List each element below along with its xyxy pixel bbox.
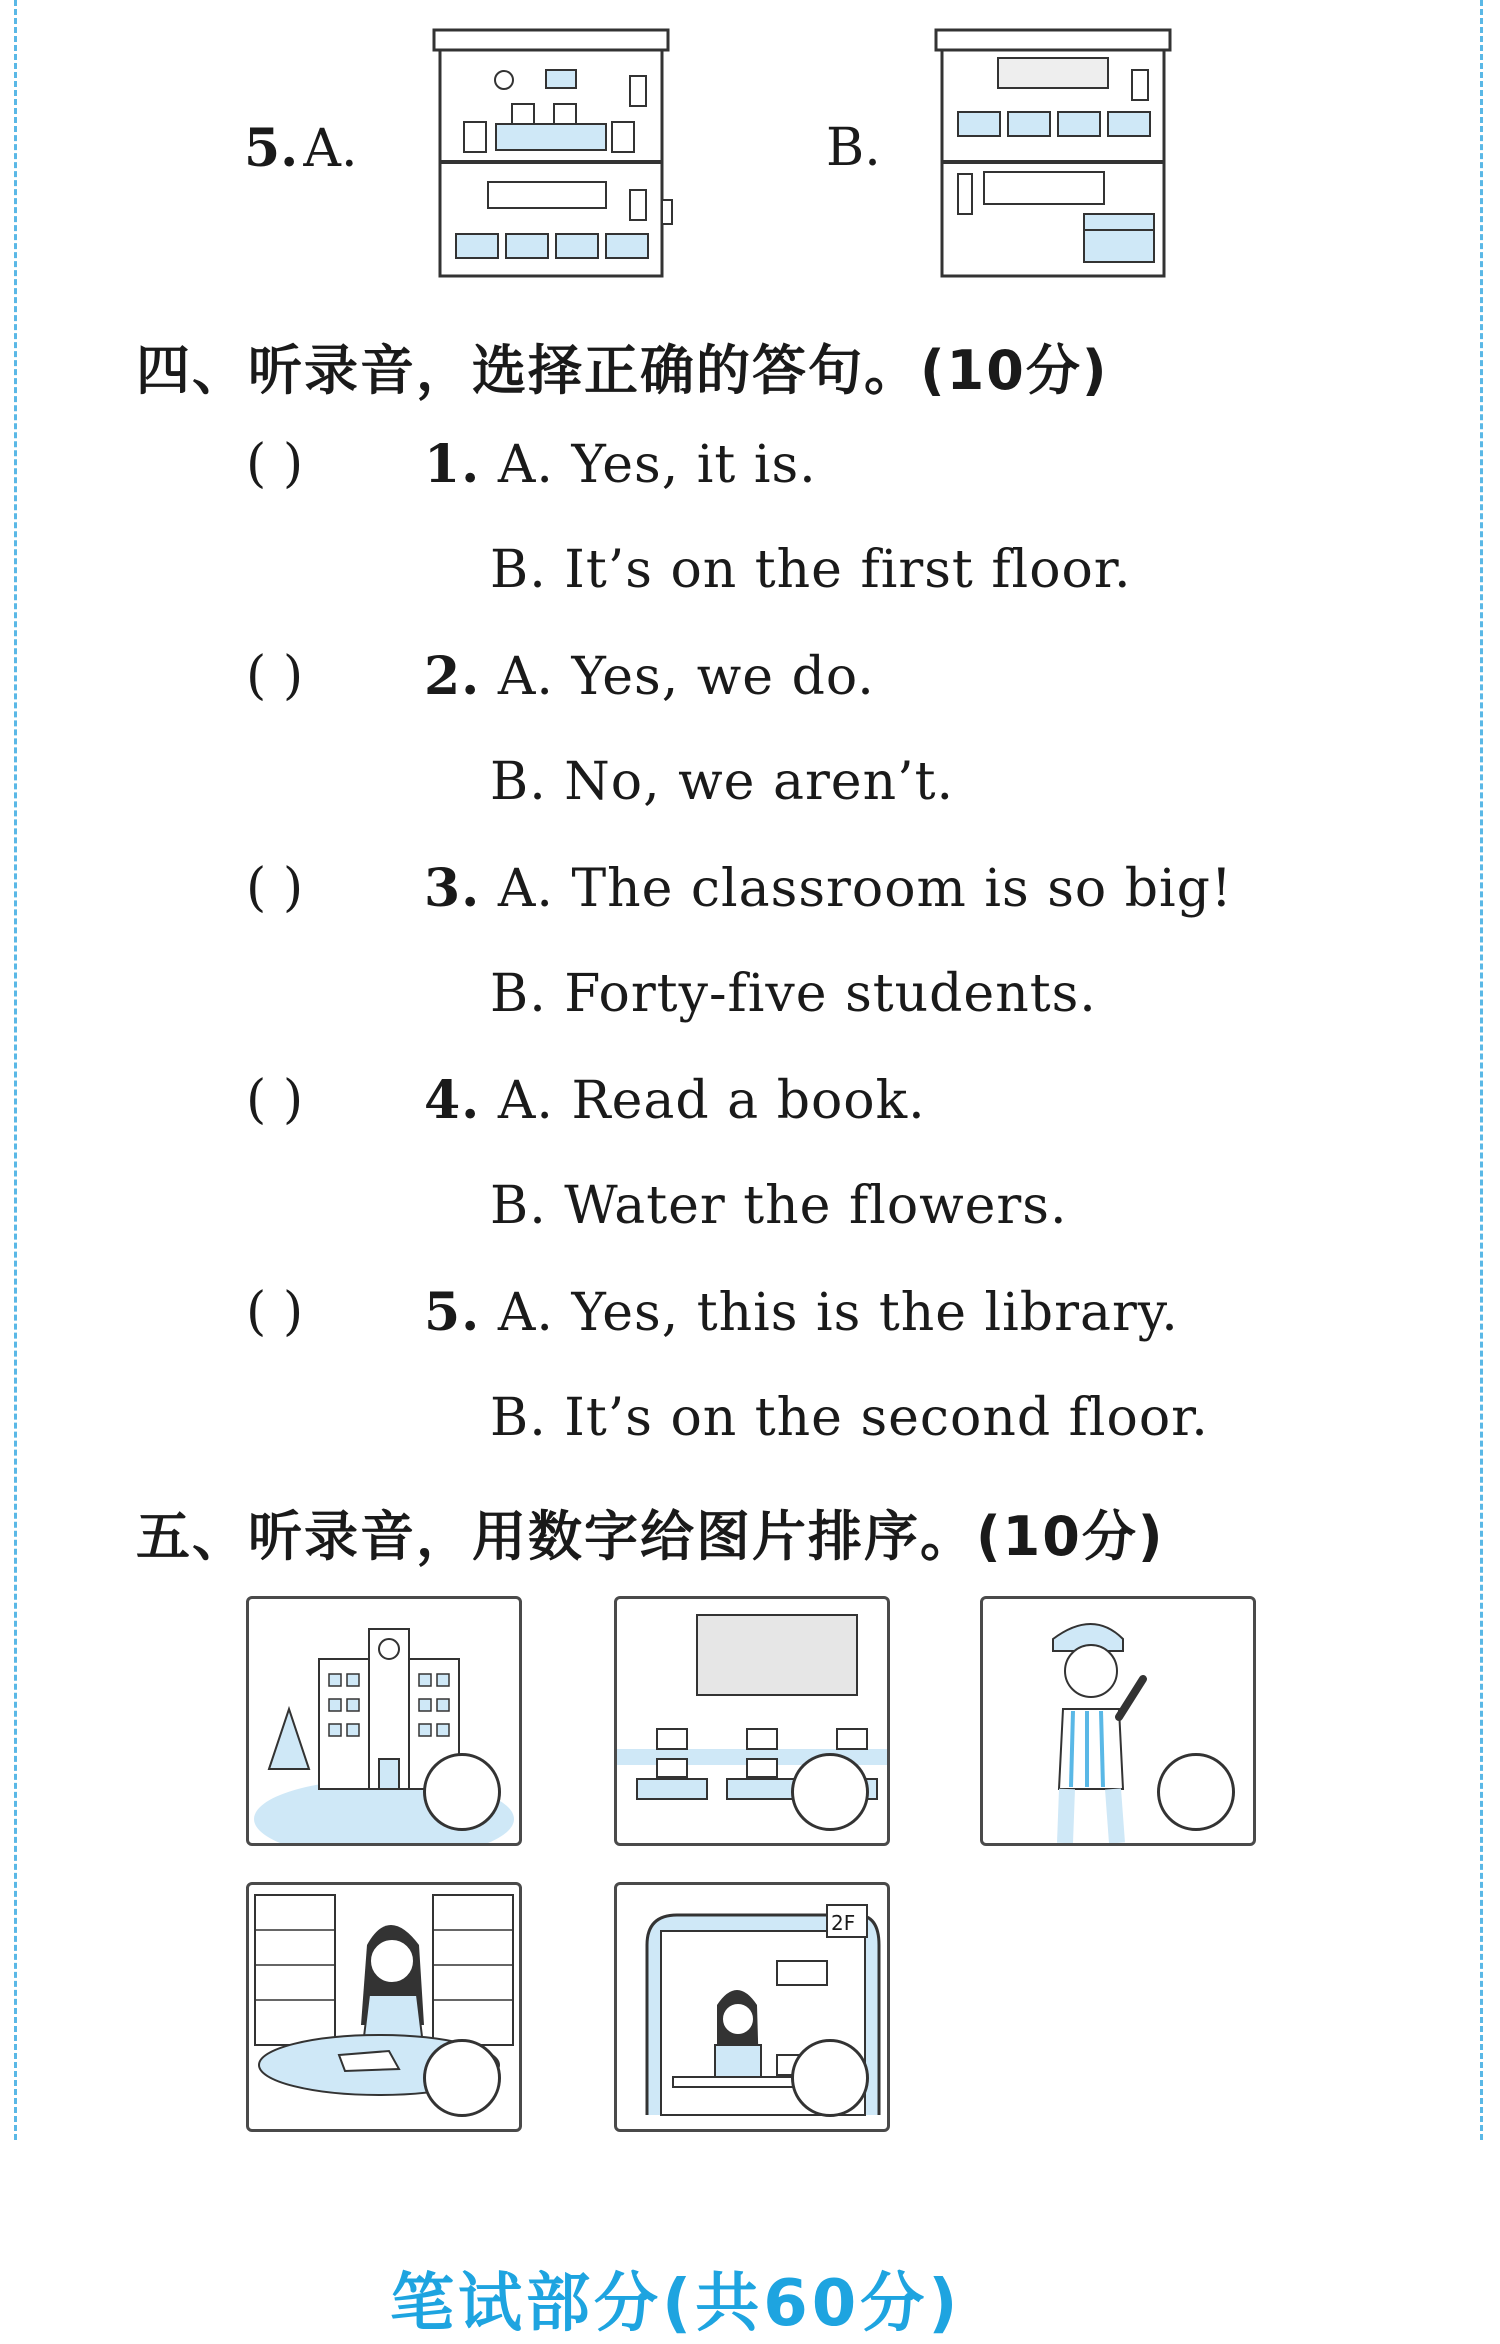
answer-blank-2[interactable]: ( )	[246, 646, 304, 706]
second-floor-sign: 2F	[831, 1911, 856, 1935]
school-building-picture	[246, 1596, 522, 1846]
item-1-option-a	[424, 434, 817, 495]
answer-circle-5[interactable]	[791, 2039, 869, 2117]
item-2-option-b: B. No, we aren’t.	[490, 752, 955, 812]
written-section-title: 笔试部分(共60分)	[390, 2267, 962, 2341]
left-dashed-border	[14, 0, 17, 2140]
section4-heading: 四、听录音，选择正确的答句。(10分)	[136, 339, 1109, 402]
answer-circle-2[interactable]	[791, 1753, 869, 1831]
item-2-number: 2.	[424, 646, 481, 707]
waving-boy-picture	[980, 1596, 1256, 1846]
answer-blank-3[interactable]: ( )	[246, 858, 304, 918]
item-4-option-b: B. Water the flowers.	[490, 1176, 1068, 1236]
item-5-a-text: A. Yes, this is the library.	[497, 1283, 1179, 1343]
item-4-option-a	[424, 1070, 926, 1131]
answer-blank-1[interactable]: ( )	[246, 434, 304, 494]
item-3-option-b: B. Forty-five students.	[490, 964, 1097, 1024]
answer-blank-4[interactable]: ( )	[246, 1070, 304, 1130]
q5-option-b	[826, 118, 881, 178]
answer-blank-5[interactable]: ( )	[246, 1282, 304, 1342]
library-girl-picture	[246, 1882, 522, 2132]
q5-label	[244, 118, 357, 179]
q5-option-b-label: B.	[826, 118, 881, 178]
item-5-number: 5.	[424, 1282, 481, 1343]
answer-circle-4[interactable]	[423, 2039, 501, 2117]
item-2-a-text: A. Yes, we do.	[497, 647, 875, 707]
item-5-option-b: B. It’s on the second floor.	[490, 1388, 1209, 1448]
q5-number: 5.	[244, 118, 299, 179]
right-dashed-border	[1480, 0, 1483, 2140]
item-4-a-text: A. Read a book.	[497, 1071, 926, 1131]
section5-heading: 五、听录音，用数字给图片排序。(10分)	[136, 1505, 1165, 1568]
second-floor-classroom-picture	[614, 1882, 890, 2132]
item-1-a-text: A. Yes, it is.	[497, 435, 817, 495]
item-5-option-a	[424, 1282, 1179, 1343]
computer-room-picture	[614, 1596, 890, 1846]
item-2-option-a	[424, 646, 875, 707]
option-a-building-image	[426, 24, 676, 280]
option-b-building-image	[934, 24, 1174, 280]
item-1-option-b: B. It’s on the first floor.	[490, 540, 1132, 600]
item-1-number: 1.	[424, 434, 481, 495]
item-4-number: 4.	[424, 1070, 481, 1131]
answer-circle-1[interactable]	[423, 1753, 501, 1831]
item-3-a-text: A. The classroom is so big!	[497, 859, 1233, 919]
item-3-number: 3.	[424, 858, 481, 919]
item-3-option-a	[424, 858, 1233, 919]
answer-circle-3[interactable]	[1157, 1753, 1235, 1831]
q5-option-a-label: A.	[303, 119, 358, 179]
